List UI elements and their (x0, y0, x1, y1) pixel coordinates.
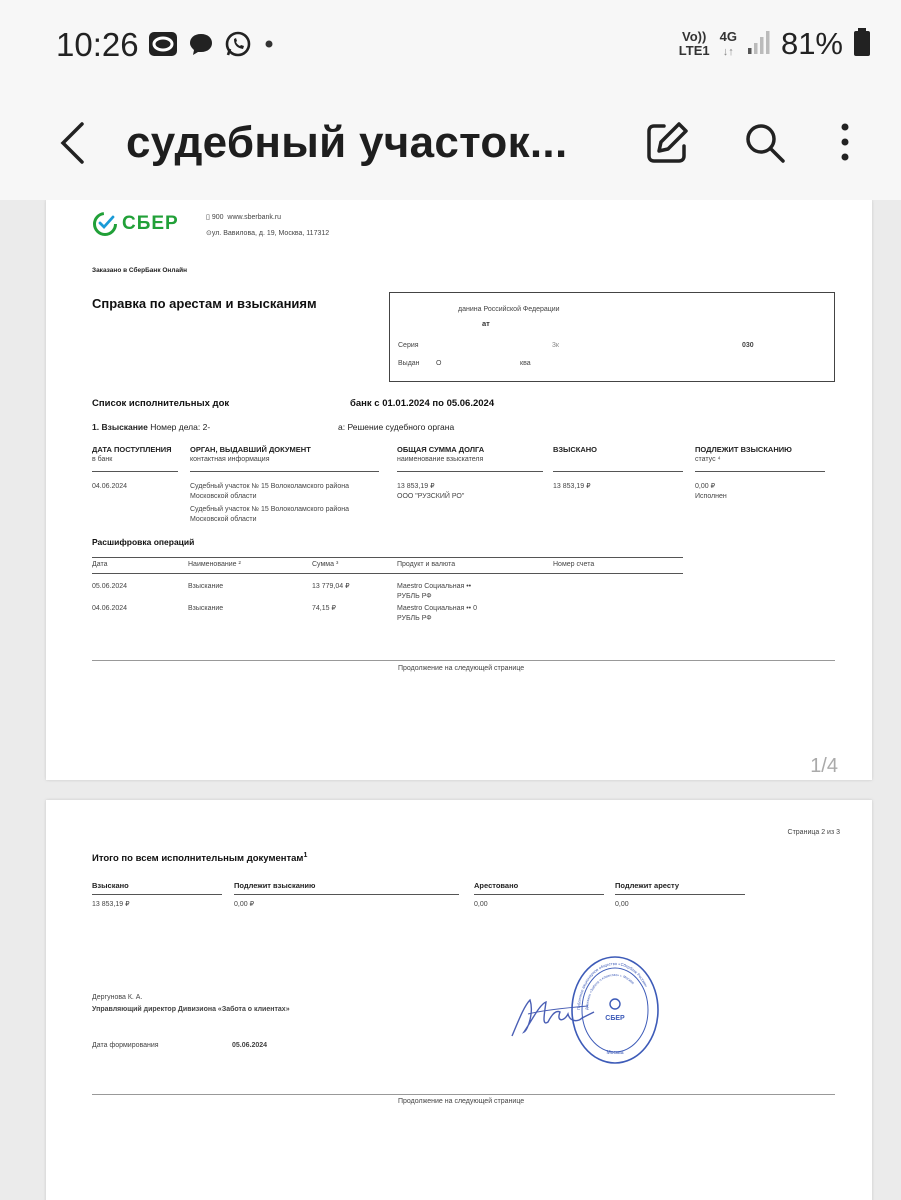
ordered-via: Заказано в СберБанк Онлайн (92, 267, 188, 274)
ops-row-1-sum: 13 779,04 ₽ (312, 583, 350, 590)
status-time: 10:26 (56, 26, 139, 63)
totals-title: Итого по всем исполнительным документам$^1$ (92, 852, 308, 865)
ops-row-2-product: Maestro Социальная •• 0 РУБЛЬ РФ (397, 605, 477, 622)
row-date: 04.06.2024 (92, 483, 128, 490)
battery-icon (853, 27, 871, 62)
page-indicator: 1/4 (810, 755, 838, 777)
ops-header-date: Дата (92, 561, 108, 568)
status-right (679, 26, 871, 62)
ops-header-product: Продукт и валюта (397, 561, 456, 568)
continued-note-p1: Продолжение на следующей странице (398, 665, 525, 672)
status-bar (0, 0, 901, 92)
case-line: 1. Взыскание Номер дела: 2- (92, 422, 211, 432)
col-header-remaining: ПОДЛЕЖИТ ВЗЫСКАНИЮ статус ⁴ (695, 445, 792, 463)
ops-header-account: Номер счета (553, 561, 595, 568)
ops-row-1-date: 05.06.2024 (92, 583, 128, 590)
document-title: судебный участок... (126, 118, 568, 167)
whatsapp-icon (224, 30, 252, 63)
phone-icon: ▯ (206, 214, 210, 221)
ops-row-1-name: Взыскание (188, 583, 224, 590)
app-bar (0, 92, 901, 200)
search-icon (740, 118, 790, 168)
stamp-brand: СБЕР (605, 1015, 625, 1022)
stamp-city: Москва (606, 1050, 624, 1056)
location-pin-icon: ⊙ (206, 230, 212, 237)
document-page-1 (46, 200, 872, 780)
totals-header-to-arrest: Подлежит аресту (615, 881, 680, 890)
company-stamp (570, 954, 660, 1066)
ops-header-sum: Сумма ³ (312, 561, 339, 568)
totals-value-arrested: 0,00 (474, 901, 488, 908)
col-header-debt: ОБЩАЯ СУММА ДОЛГА наименование взыскателя (397, 445, 485, 463)
ops-row-1-product: Maestro Социальная •• РУБЛЬ РФ (397, 583, 472, 600)
series-value-end: 030 (742, 342, 754, 349)
row-remaining: 0,00 ₽ Исполнен (695, 483, 727, 500)
more-options-button[interactable] (830, 118, 860, 168)
series-label: Серия (398, 342, 419, 349)
list-title-right: банк с 01.01.2024 по 05.06.2024 (350, 398, 495, 409)
volte-indicator: Vo)) LTE1 (678, 29, 710, 58)
totals-value-remaining: 0,00 ₽ (234, 901, 255, 908)
signer-role: Управляющий директор Дивизиона «Забота о клиентах» (92, 1006, 290, 1013)
search-button[interactable] (740, 118, 790, 168)
stamp-text: Публичное акционерное общество «Сбербанк России» (575, 960, 649, 1011)
totals-value-to-arrest: 0,00 (615, 901, 629, 908)
edit-icon (642, 118, 692, 168)
document-page-2 (46, 800, 872, 1200)
battery-percent: 81% (780, 26, 843, 61)
passport-box (389, 292, 835, 382)
row-organ-1: Судебный участок № 15 Волоколамского района Московской области (190, 483, 349, 500)
totals-header-remaining: Подлежит взысканию (234, 881, 316, 890)
stamp-inner-text: Дивизион «Забота о клиентах» г. Москва (584, 972, 635, 1011)
row-organ-2: Судебный участок № 15 Волоколамского района Московской области (190, 506, 349, 523)
row-debt: 13 853,19 ₽ ООО "РУЗСКИЙ РО" (397, 483, 465, 500)
date-value: 05.06.2024 (232, 1042, 268, 1049)
contact-address: ⊙ул. Вавилова, д. 19, Москва, 117312 (206, 230, 330, 237)
edit-button[interactable] (642, 118, 692, 168)
certificate-title: Справка по арестам и взысканиям (92, 296, 317, 311)
signal-icon (747, 28, 771, 61)
continued-note-p2: Продолжение на следующей странице (398, 1098, 525, 1105)
totals-header-arrested: Арестовано (474, 881, 519, 890)
signer-name: Дергунова К. А. (92, 994, 143, 1001)
issued-tail: ква (520, 360, 531, 367)
ops-header-name: Наименование ² (188, 561, 241, 568)
passport-line-2: ат (482, 319, 490, 328)
sber-logo (92, 211, 179, 237)
operations-title: Расшифровка операций (92, 537, 195, 547)
list-title-left: Список исполнительных док (92, 398, 230, 409)
col-header-organ: ОРГАН, ВЫДАВШИЙ ДОКУМЕНТ контактная информация (190, 445, 311, 463)
back-button[interactable] (50, 116, 94, 170)
notification-app-icon (148, 31, 178, 62)
issued-label: Выдан (398, 360, 420, 367)
ops-row-2-sum: 74,15 ₽ (312, 605, 336, 612)
totals-header-collected: Взыскано (92, 881, 129, 890)
totals-value-collected: 13 853,19 ₽ (92, 901, 130, 908)
date-label: Дата формирования (92, 1042, 159, 1049)
passport-line-1: данина Российской Федерации (458, 306, 560, 313)
chat-icon (188, 31, 214, 62)
ops-row-2-date: 04.06.2024 (92, 605, 128, 612)
sber-brand-name: СБЕР (122, 213, 179, 234)
chevron-left-icon (58, 121, 86, 165)
network-type: 4G ↓↑ (719, 28, 737, 58)
more-notifications-dot-icon (262, 37, 276, 56)
row-collected: 13 853,19 ₽ (553, 483, 591, 490)
page-of: Страница 2 из 3 (787, 829, 840, 836)
case-decision: а: Решение судебного органа (338, 422, 455, 432)
contact-phone: ▯ 900 www.sberbank.ru (206, 214, 282, 221)
col-header-date: ДАТА ПОСТУПЛЕНИЯ в банк (92, 445, 172, 463)
sber-logo-icon (92, 211, 118, 237)
document-viewer[interactable] (0, 200, 901, 1200)
notification-icons (148, 30, 276, 63)
col-header-collected: ВЗЫСКАНО (553, 445, 598, 454)
more-vertical-icon (830, 118, 860, 168)
series-value-fragment: 3к (552, 342, 559, 349)
ops-row-2-name: Взыскание (188, 605, 224, 612)
issued-prefix: О (436, 360, 442, 367)
